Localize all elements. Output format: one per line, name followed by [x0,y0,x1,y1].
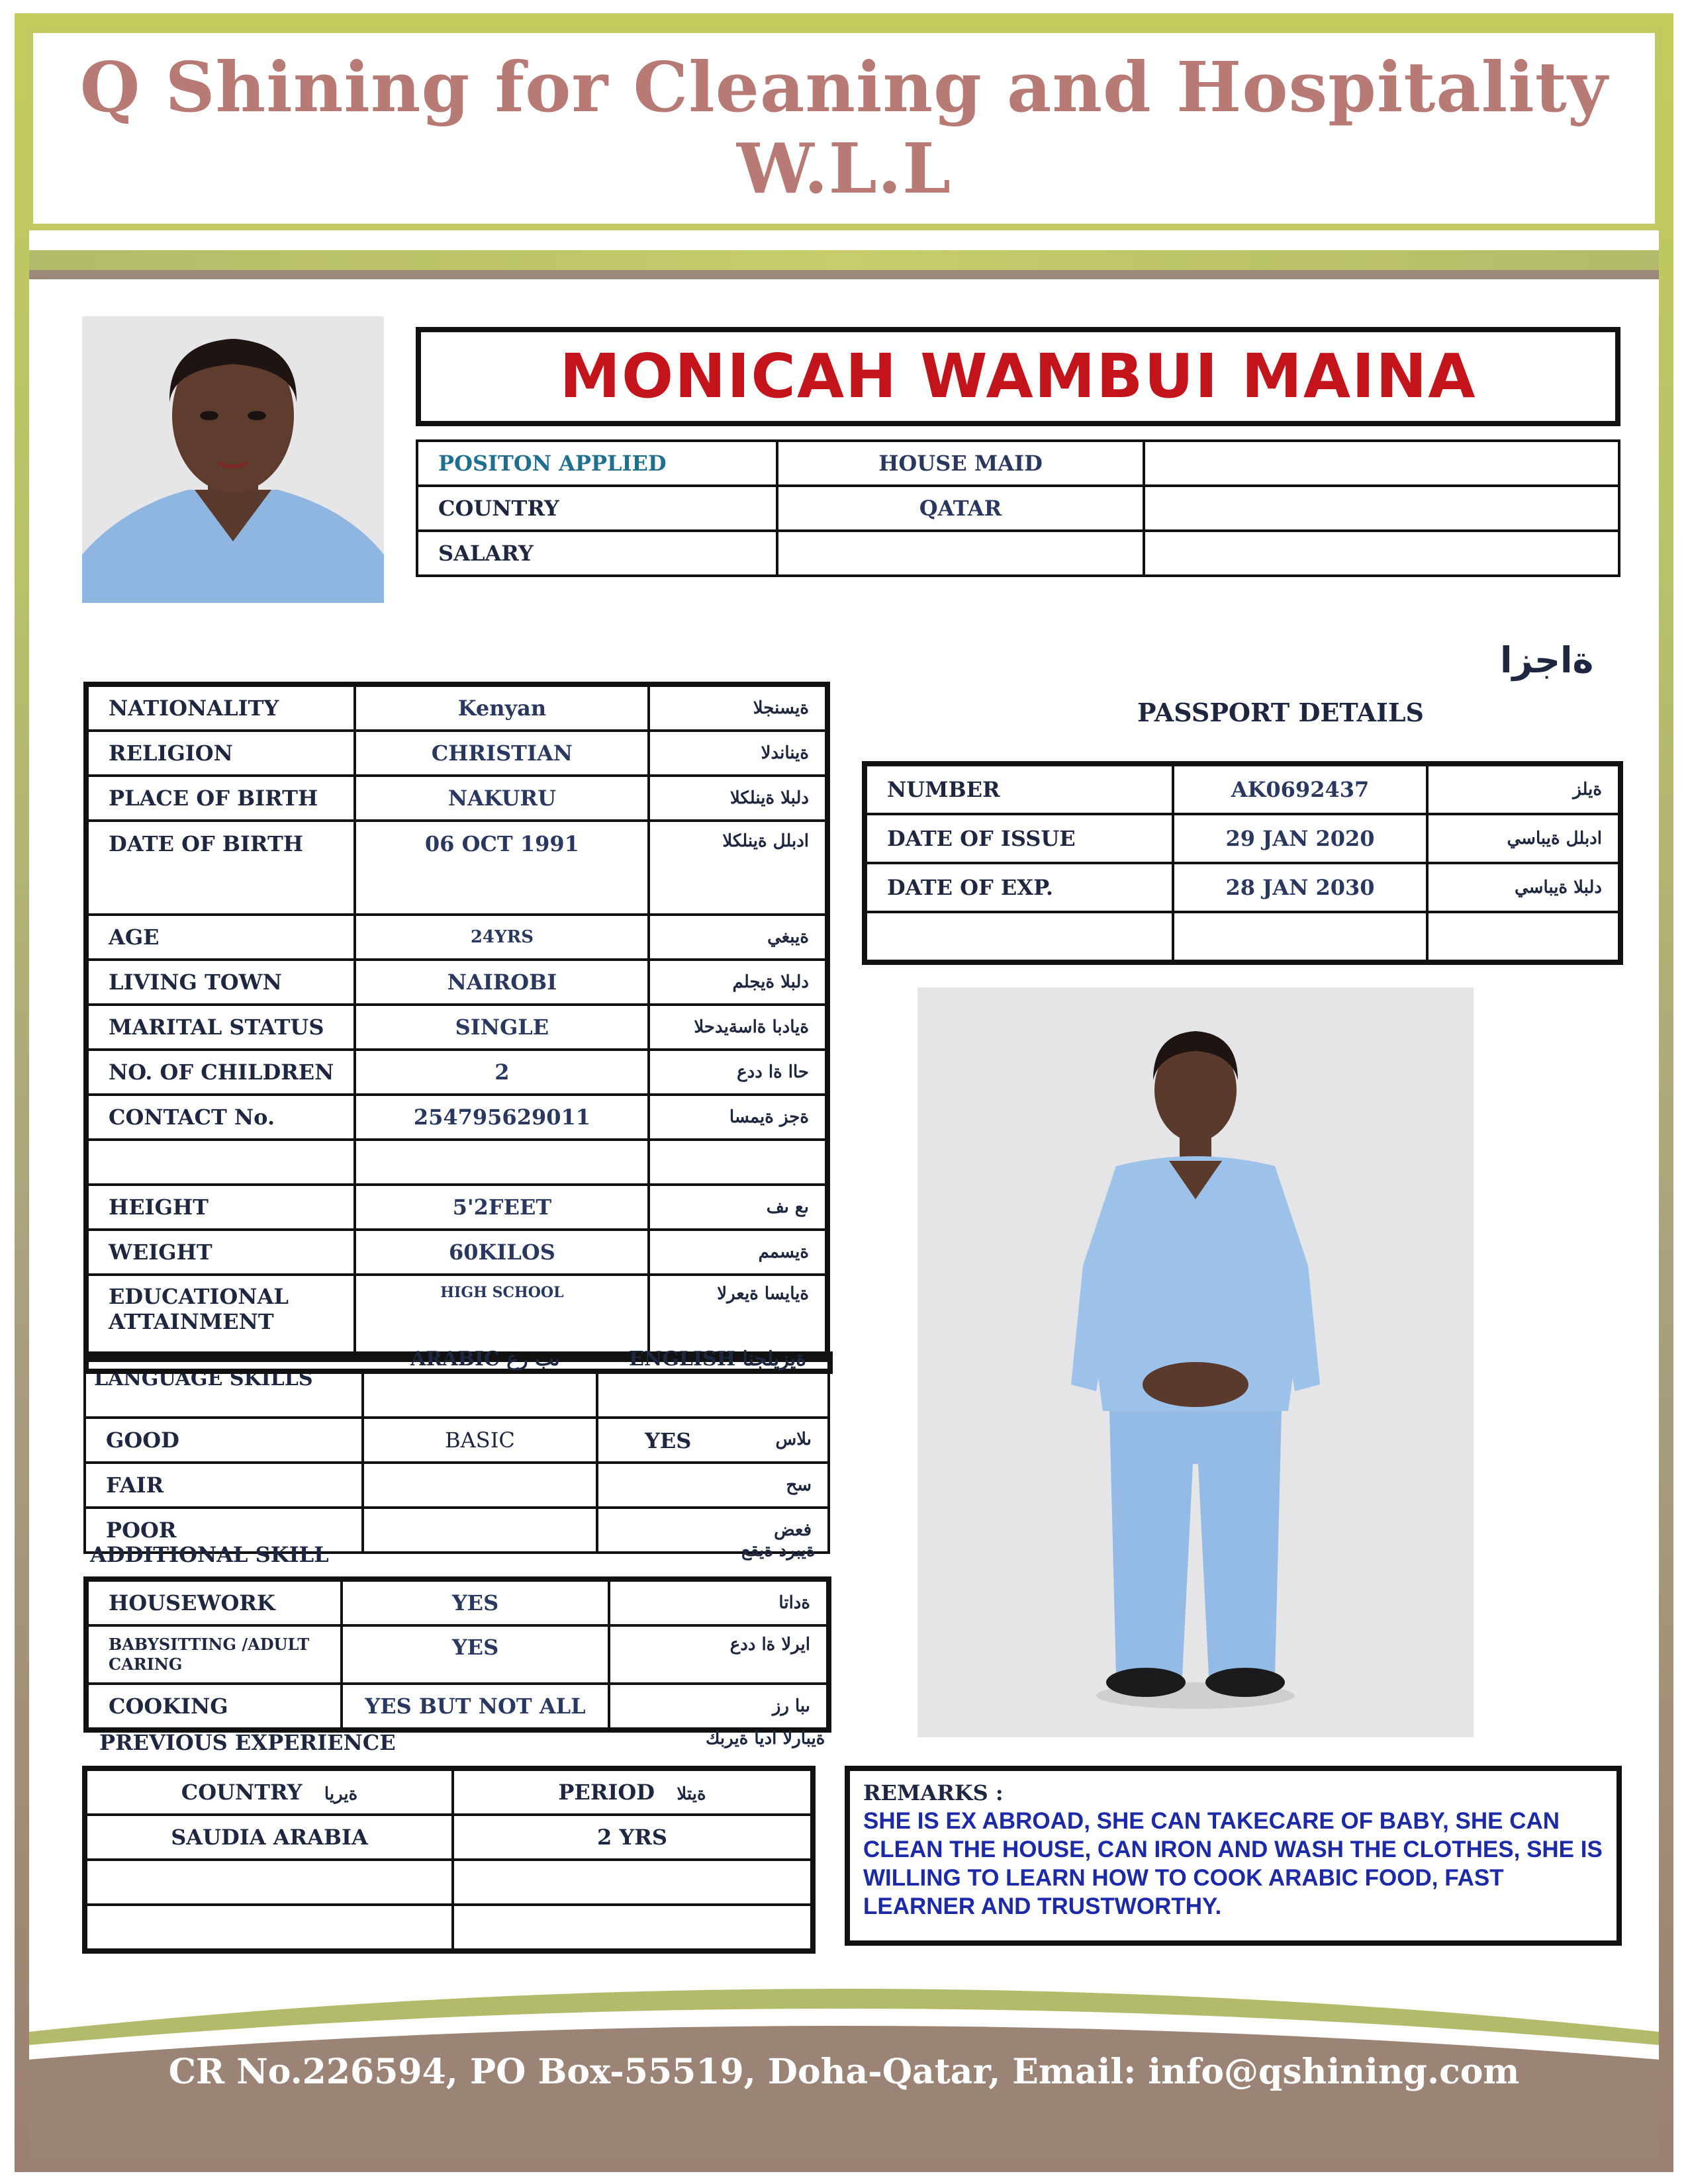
previous-experience-title: PREVIOUS EXPERIENCE [99,1730,396,1755]
experience-period-header [453,1768,813,1815]
contact-value: 254795629011 [355,1095,649,1140]
table-row [865,814,1620,863]
poor-ar: فعض [597,1508,829,1553]
nationality-arabic: ةيسنجلا [649,684,827,731]
application-table [416,439,1620,577]
passport-number-value: AK0692437 [1173,764,1427,814]
expiry-date-label: DATE OF EXP. [865,863,1173,912]
passport-blank-value [1173,912,1427,962]
passport-number-arabic: ةيلز [1427,764,1620,814]
table-cell [1144,531,1619,576]
education-arabic: ةيايسا ةيعرلا [649,1275,827,1359]
experience-period [453,1905,813,1951]
good-english-cell [597,1418,829,1463]
birthdate-value: 06 OCT 1991 [355,821,649,915]
table-row [865,912,1620,962]
housework-value: YES [342,1579,609,1625]
salary-value [777,531,1144,576]
table-cell [597,1374,829,1418]
passport-blank-arabic [1427,912,1620,962]
remarks-text: SHE IS EX ABROAD, SHE CAN TAKECARE OF BABY, SHE CAN CLEAN THE HOUSE, CAN IRON AND WASH THE CLOTHES, SHE IS WILLING TO LEARN HOW TO COOK ARABIC FOOD, FAST LEARNER AND TRUSTWORTHY. [863,1808,1603,1919]
town-label: LIVING TOWN [86,960,355,1005]
height-label: HEIGHT [86,1185,355,1230]
nationality-value: Kenyan [355,684,649,731]
town-arabic: دلبلا ةيجلم [649,960,827,1005]
table-row [417,441,1619,486]
table-row [85,1463,829,1508]
table-row [85,1860,813,1905]
table-row [865,764,1620,814]
religion-label: RELIGION [86,731,355,776]
issue-date-arabic: ادبلل ةيباسي [1427,814,1620,863]
table-row [86,1185,827,1230]
housework-label: HOUSEWORK [86,1579,342,1625]
experience-country [85,1860,453,1905]
experience-country-header [85,1768,453,1815]
experience-country: SAUDIA ARABIA [85,1815,453,1860]
table-cell [1144,441,1619,486]
blank-value [355,1140,649,1185]
age-label: AGE [86,915,355,960]
religion-arabic: ةيناندلا [649,731,827,776]
additional-skill-table [83,1576,831,1733]
babysitting-label: BABYSITTING /ADULT CARING [86,1625,342,1684]
children-value: 2 [355,1050,649,1095]
table-cell [363,1374,597,1418]
table-cell [85,1374,363,1418]
cooking-arabic: ىبا رز [609,1684,829,1730]
full-body-photo [917,987,1474,1737]
good-arabic-level: BASIC [363,1418,597,1463]
weight-value: 60KILOS [355,1230,649,1275]
passport-blank-label [865,912,1173,962]
good-english-level: YES [645,1428,692,1453]
passport-title: PASSPORT DETAILS [1137,698,1424,727]
table-row [85,1905,813,1951]
experience-table [82,1766,816,1954]
portrait-photo [82,316,384,603]
children-label: NO. OF CHILDREN [86,1050,355,1095]
table-row [86,1005,827,1050]
birthplace-arabic: دلبلا ةينلكلا [649,776,827,821]
blank-label [86,1140,355,1185]
period-header-text: PERIOD [558,1780,655,1805]
contact-arabic: ةجز ةيمسا [649,1095,827,1140]
additional-skill-title-arabic: ةيبرد ةيقع [741,1541,816,1561]
table-row [85,1768,813,1815]
previous-experience-title-arabic: ةيبارلا اديا ةيربك [706,1729,825,1749]
additional-skill-title: ADDITIONAL SKILL [90,1542,329,1567]
housework-arabic: ةداتا [609,1579,829,1625]
country-header-arabic: ةيريا [324,1784,358,1804]
contact-label: CONTACT No. [86,1095,355,1140]
cooking-label: COOKING [86,1684,342,1730]
language-skills-title: LANGUAGE SKILLS [94,1367,313,1390]
town-value: NAIROBI [355,960,649,1005]
poor-label: POOR [85,1508,363,1553]
passport-number-label: NUMBER [865,764,1173,814]
good-ar: ىلاس [775,1430,812,1449]
passport-arabic-title: ةاجزا [1500,639,1594,681]
table-row [86,1684,829,1730]
country-label: COUNTRY [417,486,777,531]
marital-value: SINGLE [355,1005,649,1050]
experience-period: 2 YRS [453,1815,813,1860]
good-label: GOOD [85,1418,363,1463]
babysitting-value: YES [342,1625,609,1684]
table-row [86,1230,827,1275]
candidate-name: MONICAH WAMBUI MAINA [416,327,1620,426]
fair-label: FAIR [85,1463,363,1508]
table-cell [1144,486,1619,531]
experience-country [85,1905,453,1951]
table-row [86,684,827,731]
education-label: EDUCATIONAL ATTAINMENT [86,1275,355,1359]
table-row [86,1579,829,1625]
children-arabic: حاا ةا ددع [649,1050,827,1095]
age-value: 24YRS [355,915,649,960]
cooking-value: YES BUT NOT ALL [342,1684,609,1730]
table-row [86,776,827,821]
table-row [85,1418,829,1463]
weight-label: WEIGHT [86,1230,355,1275]
age-arabic: ةيبغي [649,915,827,960]
position-label: POSITON APPLIED [417,441,777,486]
height-arabic: ىع ىف [649,1185,827,1230]
expiry-date-value: 28 JAN 2030 [1173,863,1427,912]
position-value: HOUSE MAID [777,441,1144,486]
country-value: QATAR [777,486,1144,531]
expiry-date-arabic: دلبلا ةيباسي [1427,863,1620,912]
header-band [29,250,1659,270]
weight-arabic: ةيسمم [649,1230,827,1275]
height-value: 5'2FEET [355,1185,649,1230]
table-row [86,731,827,776]
english-header: ENGLISH ةيزيلجنا [629,1347,806,1371]
table-row [86,821,827,915]
header-band-dark [29,270,1659,279]
table-row [86,1095,827,1140]
birthplace-value: NAKURU [355,776,649,821]
table-row [865,863,1620,912]
fair-ar: سح [597,1463,829,1508]
salary-label: SALARY [417,531,777,576]
table-row [86,1625,829,1684]
table-row [417,486,1619,531]
marital-arabic: ةيادبا ةاسةيدحلا [649,1005,827,1050]
issue-date-value: 29 JAN 2020 [1173,814,1427,863]
birthdate-arabic: ادبلل ةينلكلا [649,821,827,915]
personal-details-table [83,682,830,1362]
nationality-label: NATIONALITY [86,684,355,731]
birthplace-label: PLACE OF BIRTH [86,776,355,821]
table-row [86,1275,827,1359]
footer-contact: CR No.226594, PO Box-55519, Doha-Qatar, Email: info@qshining.com [168,2052,1520,2092]
remarks-title: REMARKS : [863,1780,1004,1805]
blank-arabic [649,1140,827,1185]
education-value: HIGH SCHOOL [355,1275,649,1359]
period-header-arabic: ةيتلا [677,1784,706,1804]
issue-date-label: DATE OF ISSUE [865,814,1173,863]
poor-arabic-level [363,1508,597,1553]
babysitting-arabic: ايرلا ةا ددع [609,1625,829,1684]
country-header-text: COUNTRY [181,1780,303,1805]
table-row [85,1815,813,1860]
passport-table [862,761,1623,965]
table-row [86,1050,827,1095]
table-row [417,531,1619,576]
experience-period [453,1860,813,1905]
table-row [86,960,827,1005]
table-row [86,915,827,960]
fair-arabic-level [363,1463,597,1508]
company-name: Q Shining for Cleaning and Hospitality W.L.L [79,46,1609,209]
table-row [85,1374,829,1418]
language-table [83,1374,830,1554]
table-row [86,1140,827,1185]
marital-label: MARITAL STATUS [86,1005,355,1050]
remarks-box [845,1766,1622,1946]
religion-value: CHRISTIAN [355,731,649,776]
arabic-header: ARABIC ىب رع [410,1347,560,1371]
birthdate-label: DATE OF BIRTH [86,821,355,915]
